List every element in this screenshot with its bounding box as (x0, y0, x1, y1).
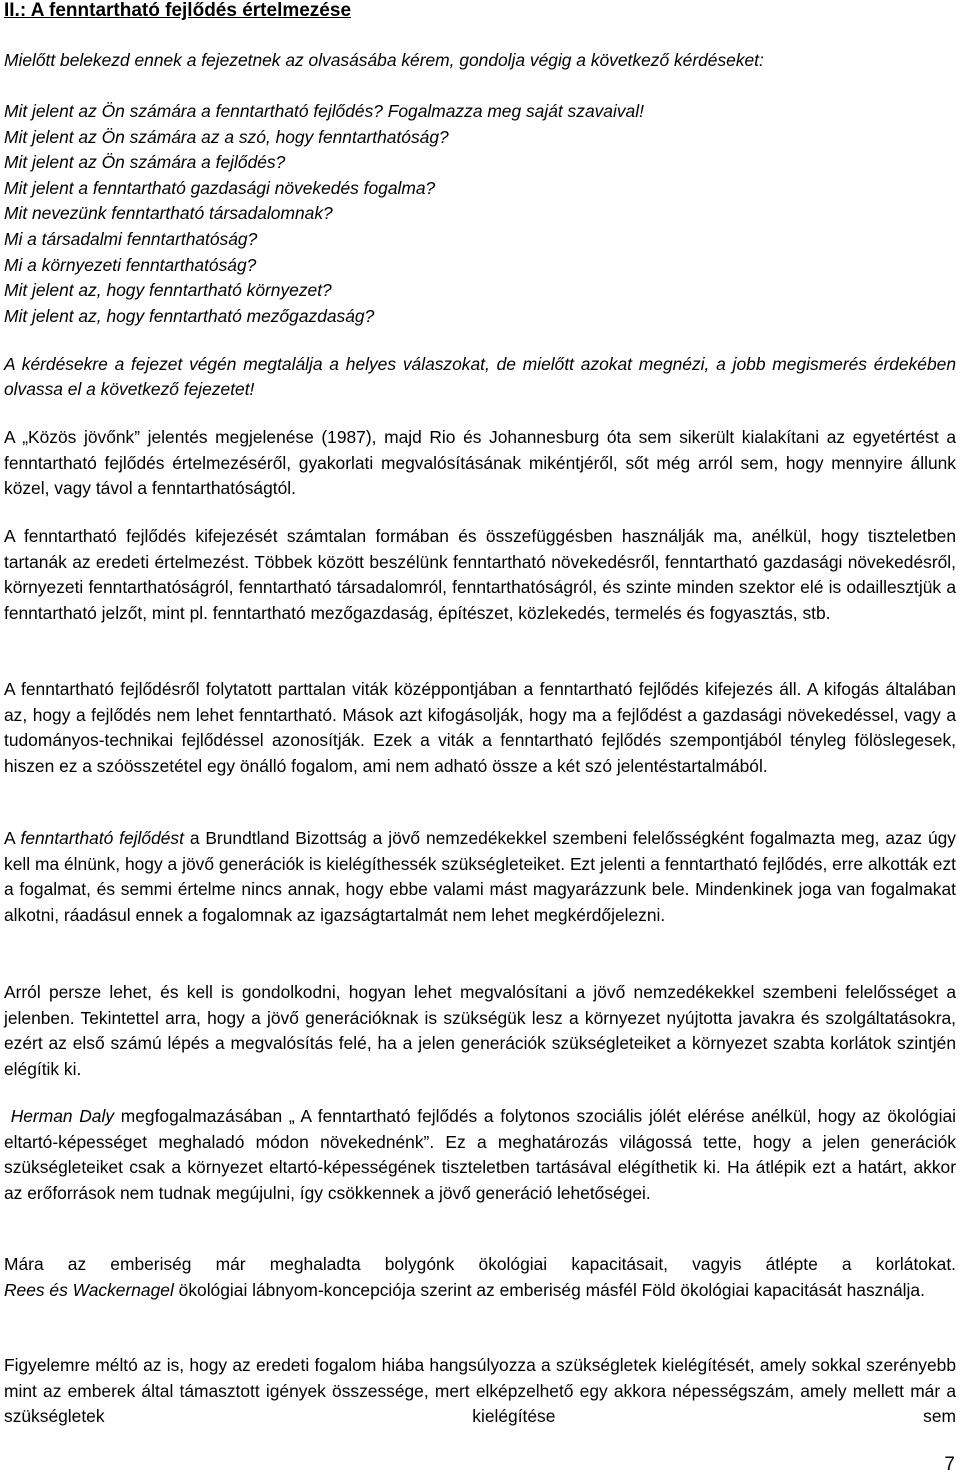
rees-wackernagel: Rees és Wackernagel (4, 1279, 174, 1300)
paragraph-daly (4, 1104, 956, 1206)
question-item: Mit jelent az Ön számára a fenntartható fejlődés? Fogalmazza meg saját szavaival! (4, 101, 644, 121)
footprint-first-line: Mára az emberiség már meghaladta bolygónk ökológiai kapacitásait, vagyis átlépte a korlátokat. (4, 1254, 956, 1274)
question-item: Mi a környezeti fenntarthatóság? (4, 254, 257, 275)
paragraph-usage: A fenntartható fejlődés kifejezését számtalan formában és összefüggésben használják ma, anélkül, hogy tiszteletben tartanák az eredeti értelmezést. Többek között beszélünk fenntartható növekedésről, fenntartható gazdasági növekedésről, környezeti fenntarthatóságról, fenntartható társadalomról, fenntarthatóságról, és szinte minden szektor elé is odaillesztjük a fenntartható jelzőt, mint pl. fenntartható mezőgazdaság, építészet, közlekedés, termelés és fogyasztás, stb. (4, 526, 956, 623)
question-item: Mi a társadalmi fenntarthatóság? (4, 228, 258, 249)
footprint-rest (4, 1278, 956, 1304)
question-item: Mit jelent az, hogy fenntartható környezet? (4, 280, 332, 301)
question-item: Mit jelent az Ön számára az a szó, hogy fenntarthatóság? (4, 126, 449, 147)
page-number: 7 (944, 1454, 955, 1475)
brundtland-lead: A (4, 828, 15, 848)
footprint-text: ökológiai lábnyom-koncepciója szerint az emberiség másfél Föld ökológiai kapacitását használja. (178, 1279, 925, 1300)
question-item: Mit nevezünk fenntartható társadalomnak? (4, 203, 333, 224)
section-title: II.: A fenntartható fejlődés értelmezése (4, 0, 352, 21)
paragraph-debates: A fenntartható fejlődésről folytatott parttalan viták középpontjában a fenntartható fejlődés kifejezés áll. A kifogás általában az, hogy a fejlődés nem lehet fenntartható. Mások azt kifogásolják, hogy ma a fejlődést a gazdasági növekedéssel, vagy a tudományos-technikai fejlődéssel azonosítják. Ezek a viták a fenntartható fejlődés szempontjából tényleg fölöslegesek, hiszen ez a szóösszetétel egy önálló fogalom, ami nem adható össze a két szó jelentéstartalmából. (4, 679, 956, 776)
answers-note: A kérdésekre a fejezet végén megtalálja a helyes válaszokat, de mielőtt azokat megnézi, a jobb megismerés érdekében olvassa el a következő fejezetet! (4, 354, 956, 399)
daly-text: megfogalmazásában „ A fenntartható fejlődés a folytonos szociális jólét elérése anélkül, hogy az ökológiai eltartó-képességet meghaladó módon növekednénk”. Ez a meghatározás világossá tette, hogy a jelen generációk szükségleteiket csak a környezet eltartó-képességének tiszteletben tartásával elégíthetik ki. Ha átlépik ezt a határt, akkor az erőforrások nem tudnak megújulni, így csökkennek a jövő generáció lehetőségei. (4, 1106, 957, 1203)
question-list (4, 99, 956, 329)
brundtland-term: fenntartható fejlődést (20, 828, 184, 848)
question-item: Mit jelent a fenntartható gazdasági növekedés fogalma? (4, 177, 436, 198)
question-item: Mit jelent az Ön számára a fejlődés? (4, 152, 286, 173)
question-item: Mit jelent az, hogy fenntartható mezőgazdaság? (4, 305, 375, 326)
paragraph-brundtland (4, 826, 956, 928)
paragraph-needs: Figyelemre méltó az is, hogy az eredeti fogalom hiába hangsúlyozza a szükségletek kielégítését, amely sokkal szerényebb mint az emberek által támasztott igények összessége, mert elképzelhető egy akkora népességszám, amely mellett már a szükségletek kielégítése sem (4, 1355, 956, 1427)
intro-instruction: Mielőtt belekezd ennek a fejezetnek az olvasásába kérem, gondolja végig a következő kérdéseket: (4, 50, 764, 70)
paragraph-footprint (4, 1252, 956, 1303)
daly-author: Herman Daly (10, 1106, 115, 1126)
brundtland-text: a Brundtland Bizottság a jövő nemzedékekkel szembeni felelősségként fogalmazta meg, azaz úgy kell ma élnünk, hogy a jövő generációk is kielégíthessék szükségleteiket. Ezt jelenti a fenntartható fejlődés, erre alkották ezt a fogalmat, és semmi értelme nincs annak, hogy ebbe valami mást magyarázzunk bele. Mindenkinek joga van fogalmakat alkotni, ráadásul ennek a fogalomnak az igazságtartalmát nem lehet megkérdőjelezni. (4, 828, 956, 925)
paragraph-responsibility: Arról persze lehet, és kell is gondolkodni, hogyan lehet megvalósítani a jövő nemzedékekkel szembeni felelősséget a jelenben. Tekintettel arra, hogy a jövő generációknak is szükségük lesz a környezet nyújtotta javakra és szolgáltatásokra, ezért az első számú lépés a megvalósítás felé, ha a jelen generációk szükségleteiket a környezet szabta korlátok szintjén elégítik ki. (4, 982, 956, 1079)
paragraph-kozos-jovonk: A „Közös jövőnk” jelentés megjelenése (1987), majd Rio és Johannesburg óta sem sikerült kialakítani az egyetértést a fenntartható fejlődés értelmezéséről, gyakorlati megvalósításának mikéntjéről, sőt még arról sem, hogy mennyire állunk közel, vagy távol a fenntarthatóságtól. (4, 427, 956, 499)
